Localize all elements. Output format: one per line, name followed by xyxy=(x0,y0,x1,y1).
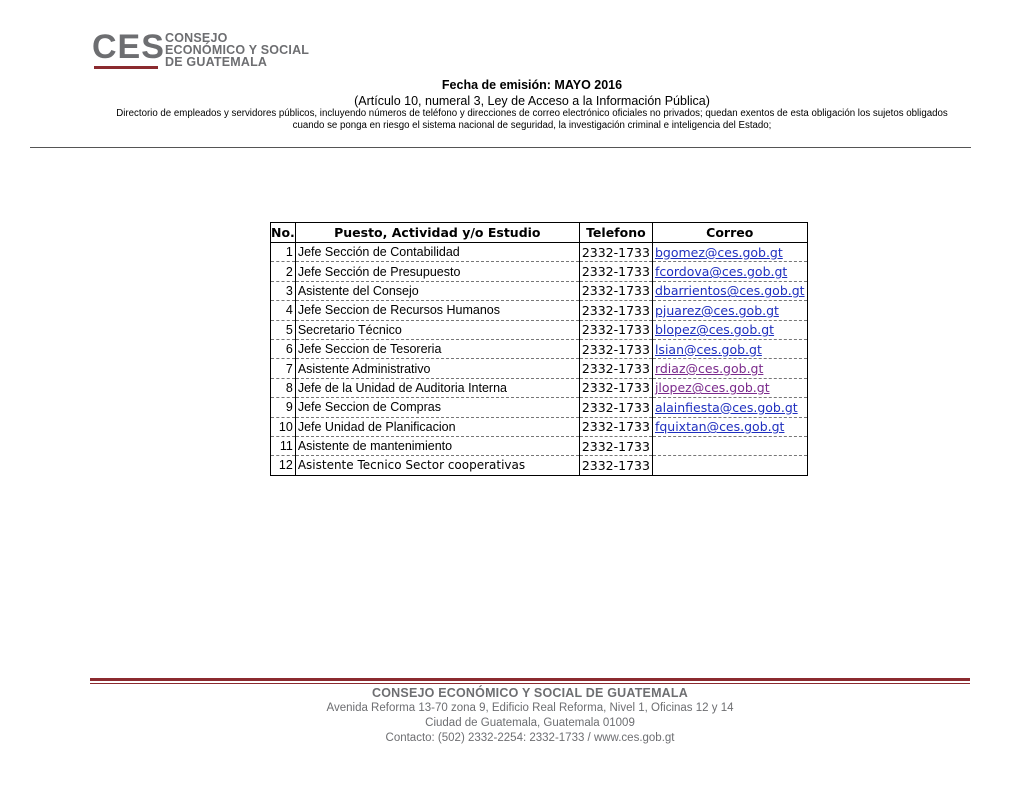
row-puesto: Jefe Seccion de Compras xyxy=(295,398,579,417)
table-row xyxy=(271,320,808,339)
row-number: 8 xyxy=(271,378,296,397)
row-puesto: Asistente Administrativo xyxy=(295,359,579,378)
email-link[interactable]: fcordova@ces.gob.gt xyxy=(654,264,788,280)
logo-mark: CES xyxy=(92,28,165,66)
row-puesto: Jefe Unidad de Planificacion xyxy=(295,417,579,436)
employee-directory-table xyxy=(270,222,808,476)
logo-line-1: CONSEJO xyxy=(165,31,228,45)
ces-logo xyxy=(92,30,332,72)
row-telefono: 2332-1733 xyxy=(579,320,652,339)
row-correo xyxy=(652,456,807,475)
logo-wordmark xyxy=(165,32,309,68)
logo-underline xyxy=(94,66,158,69)
row-telefono: 2332-1733 xyxy=(579,301,652,320)
row-number: 12 xyxy=(271,456,296,475)
row-telefono: 2332-1733 xyxy=(579,281,652,300)
document-subtitle: (Artículo 10, numeral 3, Ley de Acceso a la Información Pública) xyxy=(354,94,710,108)
email-link[interactable]: dbarrientos@ces.gob.gt xyxy=(654,283,805,299)
email-link[interactable]: blopez@ces.gob.gt xyxy=(654,322,775,338)
footer-address: Avenida Reforma 13-70 zona 9, Edificio Real Reforma, Nivel 1, Oficinas 12 y 14 xyxy=(326,702,734,714)
row-telefono: 2332-1733 xyxy=(579,243,652,262)
row-puesto: Secretario Técnico xyxy=(295,320,579,339)
row-telefono: 2332-1733 xyxy=(579,359,652,378)
email-link[interactable]: lsian@ces.gob.gt xyxy=(654,341,762,357)
table-row xyxy=(271,436,808,455)
table-row xyxy=(271,417,808,436)
table-row xyxy=(271,456,808,475)
table-row xyxy=(271,262,808,281)
row-puesto: Asistente Tecnico Sector cooperativas xyxy=(295,456,579,475)
row-telefono: 2332-1733 xyxy=(579,456,652,475)
row-correo xyxy=(652,339,807,358)
row-puesto: Jefe Sección de Presupuesto xyxy=(295,262,579,281)
row-correo xyxy=(652,320,807,339)
row-telefono: 2332-1733 xyxy=(579,417,652,436)
document-title: Fecha de emisión: MAYO 2016 xyxy=(441,78,623,92)
row-number: 1 xyxy=(271,243,296,262)
row-number: 9 xyxy=(271,398,296,417)
row-number: 6 xyxy=(271,339,296,358)
email-link[interactable]: jlopez@ces.gob.gt xyxy=(654,380,770,396)
header-correo: Correo xyxy=(652,223,807,243)
row-correo xyxy=(652,243,807,262)
header-telefono: Telefono xyxy=(579,223,652,243)
row-correo xyxy=(652,417,807,436)
row-puesto: Jefe Seccion de Tesoreria xyxy=(295,339,579,358)
table-row xyxy=(271,281,808,300)
table-row xyxy=(271,301,808,320)
row-correo xyxy=(652,436,807,455)
row-number: 4 xyxy=(271,301,296,320)
row-telefono: 2332-1733 xyxy=(579,339,652,358)
row-number: 10 xyxy=(271,417,296,436)
email-link[interactable]: fquixtan@ces.gob.gt xyxy=(654,419,785,435)
email-link[interactable]: rdiaz@ces.gob.gt xyxy=(654,361,764,377)
table-row xyxy=(271,359,808,378)
row-telefono: 2332-1733 xyxy=(579,436,652,455)
row-puesto: Jefe Sección de Contabilidad xyxy=(295,243,579,262)
email-link[interactable]: pjuarez@ces.gob.gt xyxy=(654,302,779,318)
row-number: 2 xyxy=(271,262,296,281)
row-puesto: Asistente de mantenimiento xyxy=(295,436,579,455)
row-telefono: 2332-1733 xyxy=(579,262,652,281)
email-link[interactable]: alainfiesta@ces.gob.gt xyxy=(654,399,798,415)
header-puesto: Puesto, Actividad y/o Estudio xyxy=(295,223,579,243)
row-number: 5 xyxy=(271,320,296,339)
row-telefono: 2332-1733 xyxy=(579,378,652,397)
footer-organization: CONSEJO ECONÓMICO Y SOCIAL DE GUATEMALA xyxy=(372,686,688,700)
footer-divider-thick xyxy=(90,678,970,681)
table-header-row xyxy=(271,223,808,243)
row-number: 7 xyxy=(271,359,296,378)
email-link[interactable]: bgomez@ces.gob.gt xyxy=(654,244,783,260)
row-number: 3 xyxy=(271,281,296,300)
table-row xyxy=(271,339,808,358)
row-correo xyxy=(652,301,807,320)
row-puesto: Jefe de la Unidad de Auditoria Interna xyxy=(295,378,579,397)
row-telefono: 2332-1733 xyxy=(579,398,652,417)
logo-line-3: DE GUATEMALA xyxy=(165,55,268,69)
header-divider xyxy=(30,147,971,148)
footer-city: Ciudad de Guatemala, Guatemala 01009 xyxy=(425,717,635,729)
row-puesto: Jefe Seccion de Recursos Humanos xyxy=(295,301,579,320)
row-correo xyxy=(652,378,807,397)
row-correo xyxy=(652,398,807,417)
table-row xyxy=(271,378,808,397)
logo-line-2: ECONÓMICO Y SOCIAL xyxy=(165,43,310,57)
row-correo xyxy=(652,281,807,300)
footer-contact: Contacto: (502) 2332-2254: 2332-1733 / www.ces.gob.gt xyxy=(385,732,675,744)
row-correo xyxy=(652,359,807,378)
row-correo xyxy=(652,262,807,281)
table-row xyxy=(271,243,808,262)
row-puesto: Asistente del Consejo xyxy=(295,281,579,300)
row-number: 11 xyxy=(271,436,296,455)
footer-divider-thin xyxy=(90,683,970,684)
header-no: No. xyxy=(271,223,296,243)
document-description: Directorio de empleados y servidores públicos, incluyendo números de teléfono y direcciones de correo electrónico oficiales no privados; quedan exentos de esta obligación los sujetos obligados cuando se ponga en riesgo el sistema nacional de seguridad, la investigación criminal e inteligencia del Estado; xyxy=(116,108,948,131)
table-row xyxy=(271,398,808,417)
